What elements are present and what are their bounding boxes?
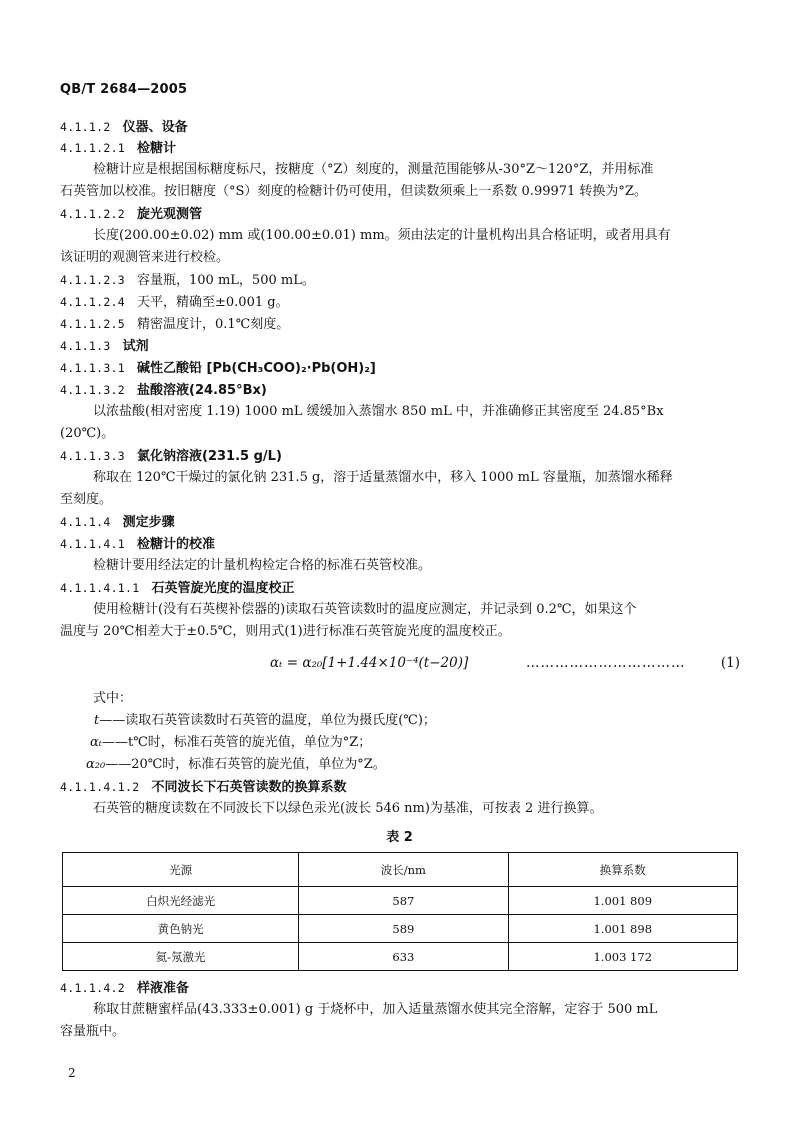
section-heading: 4.1.1.2 仪器、设备: [60, 120, 188, 135]
section-heading: 4.1.1.3.1 碱性乙酸铅 [Pb(CH₃COO)₂·Pb(OH)₂]: [60, 361, 376, 376]
paragraph-line: 该证明的观测管来进行校检。: [60, 250, 230, 265]
paragraph-line: 检糖计应是根据国标糖度标尺，按糖度（°Z）刻度的，测量范围能够从-30°Z～120°Z，并用标准: [93, 162, 654, 177]
section-heading: 4.1.1.4.1.2 不同波长下石英管读数的换算系数: [60, 780, 347, 795]
table-cell: 1.001 898: [508, 915, 738, 943]
paragraph-line: 称取在 120℃干燥过的氯化钠 231.5 g，溶于适量蒸馏水中，移入 1000 mL 容量瓶，加蒸馏水稀释: [93, 470, 673, 485]
table-header-row: [63, 853, 738, 887]
table-row: [63, 943, 738, 971]
table-cell: 1.003 172: [508, 943, 738, 971]
paragraph-line: (20℃)。: [60, 426, 115, 441]
paragraph-line: 容量瓶中。: [60, 1024, 126, 1039]
section-heading: 4.1.1.4.2 样液准备: [60, 981, 190, 996]
paragraph-line: 称取甘蔗糖蜜样品(43.333±0.001) g 于烧杯中，加入适量蒸馏水使其完全溶解，定容于 500 mL: [93, 1002, 658, 1017]
where-item: αₜ——t℃时，标准石英管的旋光值，单位为°Z；: [90, 735, 372, 750]
table-cell: 589: [299, 915, 508, 943]
section-heading: 4.1.1.4.1 检糖计的校准: [60, 537, 216, 552]
paragraph-line: 至刻度。: [60, 492, 113, 507]
paragraph-line: 以浓盐酸(相对密度 1.19) 1000 mL 缓缓加入蒸馏水 850 mL 中，并准确修正其密度至 24.85°Bx: [93, 404, 664, 419]
where-intro: 式中：: [93, 691, 133, 706]
table-title: 表 2: [386, 830, 413, 845]
where-item: α₂₀——20℃时，标准石英管的旋光值，单位为°Z。: [86, 757, 386, 772]
table-cell: 黄色钠光: [63, 915, 299, 943]
standard-code: QB/T 2684—2005: [60, 82, 188, 97]
column-header: 换算系数: [508, 853, 738, 887]
section-heading: 4.1.1.3.2 盐酸溶液(24.85°Bx): [60, 383, 267, 398]
column-header: 波长/nm: [299, 853, 508, 887]
column-header: 光源: [63, 853, 299, 887]
table-cell: 587: [299, 887, 508, 915]
page-number: 2: [68, 1066, 76, 1080]
section-heading: 4.1.1.4.1.1 石英管旋光度的温度校正: [60, 581, 295, 596]
table-cell: 633: [299, 943, 508, 971]
section-heading: 4.1.1.4 测定步骤: [60, 515, 175, 530]
section-heading: 4.1.1.2.1 检糖计: [60, 141, 177, 156]
section-item: 4.1.1.2.3 容量瓶，100 mL，500 mL。: [60, 273, 315, 288]
conversion-table: [62, 852, 738, 971]
section-item: 4.1.1.2.4 天平，精确至±0.001 g。: [60, 295, 289, 310]
section-heading: 4.1.1.3 试剂: [60, 339, 149, 354]
paragraph-line: 长度(200.00±0.02) mm 或(100.00±0.01) mm。须由法定的计量机构出具合格证明，或者用具有: [93, 228, 671, 243]
formula-leader-dots: ……………………………: [526, 655, 686, 671]
paragraph-line: 使用检糖计(没有石英楔补偿器的)读取石英管读数时的温度应测定，并记录到 0.2℃，如果这个: [93, 602, 637, 617]
paragraph-line: 检糖计要用经法定的计量机构检定合格的标准石英管校准。: [93, 558, 432, 573]
table-cell: 白炽光经滤光: [63, 887, 299, 915]
formula-expression: αₜ = α₂₀[1+1.44×10⁻⁴(t−20)]: [270, 655, 469, 671]
formula-1: [270, 652, 740, 674]
section-heading: 4.1.1.2.2 旋光观测管: [60, 207, 203, 222]
section-item: 4.1.1.2.5 精密温度计，0.1℃刻度。: [60, 317, 290, 332]
formula-number: (1): [720, 655, 740, 671]
table-cell: 1.001 809: [508, 887, 738, 915]
paragraph-line: 温度与 20℃相差大于±0.5℃，则用式(1)进行标准石英管旋光度的温度校正。: [60, 624, 511, 639]
paragraph-line: 石英管加以校准。按旧糖度（°S）刻度的检糖计仍可使用，但读数须乘上一系数 0.99971 转换为°Z。: [60, 184, 647, 199]
table-row: [63, 887, 738, 915]
section-heading: 4.1.1.3.3 氯化钠溶液(231.5 g/L): [60, 449, 282, 464]
table-cell: 氦-氖激光: [63, 943, 299, 971]
where-item: t——读取石英管读数时石英管的温度，单位为摄氏度(℃)；: [94, 713, 436, 728]
paragraph-line: 石英管的糖度读数在不同波长下以绿色汞光(波长 546 nm)为基准，可按表 2 进行换算。: [93, 801, 603, 816]
table-row: [63, 915, 738, 943]
